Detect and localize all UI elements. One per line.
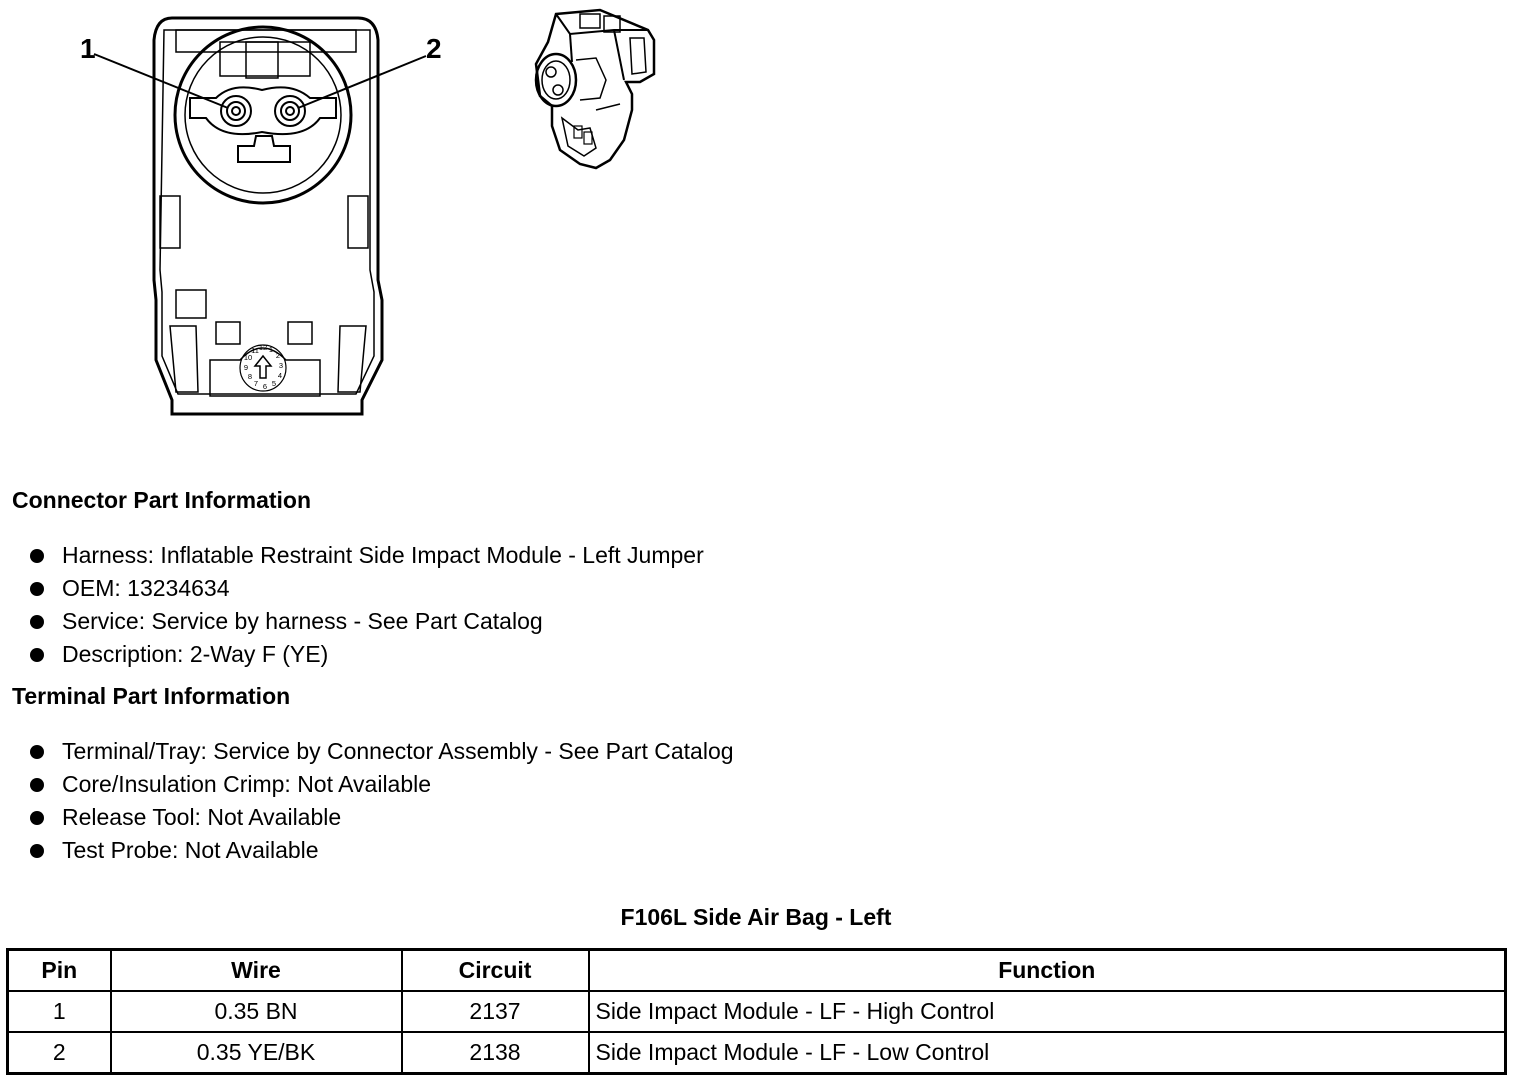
bullet-icon bbox=[30, 778, 44, 792]
column-header-circuit: Circuit bbox=[402, 950, 589, 992]
cell-function: Side Impact Module - LF - Low Control bbox=[589, 1032, 1506, 1074]
dial-number-11: 11 bbox=[251, 345, 259, 355]
column-header-function: Function bbox=[589, 950, 1506, 992]
dial-number-3: 3 bbox=[278, 360, 284, 370]
dial-number-9: 9 bbox=[243, 362, 249, 372]
cell-pin: 2 bbox=[8, 1032, 111, 1074]
column-header-pin: Pin bbox=[8, 950, 111, 992]
dial-number-6: 6 bbox=[262, 381, 268, 391]
list-item: Terminal/Tray: Service by Connector Assembly - See Part Catalog bbox=[30, 735, 734, 768]
list-item: Release Tool: Not Available bbox=[30, 801, 734, 834]
table-header-row bbox=[8, 950, 1506, 992]
terminal-1 bbox=[221, 96, 251, 126]
cell-pin: 1 bbox=[8, 991, 111, 1032]
pinout-table-title: F106L Side Air Bag - Left bbox=[620, 904, 892, 930]
dial-number-12: 12 bbox=[258, 342, 268, 352]
dial-number-2: 2 bbox=[275, 350, 281, 360]
terminal-2 bbox=[275, 96, 305, 126]
list-item: Test Probe: Not Available bbox=[30, 834, 734, 867]
callout-1: 1 bbox=[80, 33, 96, 64]
terminal-part-info-heading: Terminal Part Information bbox=[12, 683, 291, 709]
connector-part-info-heading: Connector Part Information bbox=[12, 487, 312, 513]
dial-number-5: 5 bbox=[271, 378, 277, 388]
bullet-icon bbox=[30, 745, 44, 759]
list-item: Service: Service by harness - See Part Catalog bbox=[30, 605, 704, 638]
cell-wire: 0.35 YE/BK bbox=[111, 1032, 402, 1074]
dial-number-10: 10 bbox=[243, 352, 253, 362]
cell-wire: 0.35 BN bbox=[111, 991, 402, 1032]
dial-number-8: 8 bbox=[247, 371, 253, 381]
column-header-wire: Wire bbox=[111, 950, 402, 992]
connector-figure bbox=[0, 0, 700, 440]
connector-isometric-view bbox=[536, 10, 654, 168]
table-row bbox=[8, 1032, 1506, 1074]
list-item: Harness: Inflatable Restraint Side Impact Module - Left Jumper bbox=[30, 539, 704, 572]
table-row bbox=[8, 991, 1506, 1032]
bullet-icon bbox=[30, 549, 44, 563]
bullet-icon bbox=[30, 615, 44, 629]
dial-number-1: 1 bbox=[268, 344, 274, 354]
cell-circuit: 2138 bbox=[402, 1032, 589, 1074]
terminal-part-info-list bbox=[30, 735, 734, 867]
cell-function: Side Impact Module - LF - High Control bbox=[589, 991, 1506, 1032]
bullet-icon bbox=[30, 582, 44, 596]
list-item: Description: 2-Way F (YE) bbox=[30, 638, 704, 671]
list-item: Core/Insulation Crimp: Not Available bbox=[30, 768, 734, 801]
connector-part-info-list bbox=[30, 539, 704, 671]
bullet-icon bbox=[30, 844, 44, 858]
bullet-icon bbox=[30, 648, 44, 662]
dial-number-7: 7 bbox=[253, 378, 259, 388]
callout-2: 2 bbox=[426, 33, 442, 64]
cell-circuit: 2137 bbox=[402, 991, 589, 1032]
bullet-icon bbox=[30, 811, 44, 825]
date-code-arrow bbox=[255, 356, 271, 378]
dial-number-4: 4 bbox=[277, 370, 283, 380]
pinout-table bbox=[6, 948, 1507, 1075]
list-item: OEM: 13234634 bbox=[30, 572, 704, 605]
cavity-ring-outer bbox=[175, 27, 351, 203]
cavity-ring-inner bbox=[185, 37, 341, 193]
